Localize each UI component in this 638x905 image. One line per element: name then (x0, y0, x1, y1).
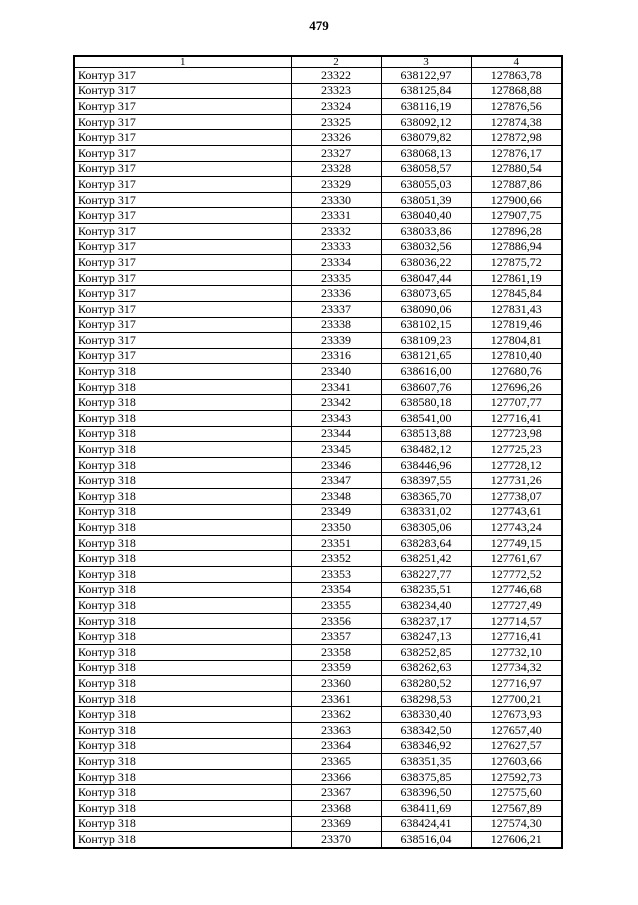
contour-name-cell: Контур 318 (74, 769, 291, 785)
point-number-cell: 23358 (291, 644, 381, 660)
x-coordinate-cell: 638109,23 (381, 333, 471, 349)
contour-name-cell: Контур 317 (74, 270, 291, 286)
point-number-cell: 23362 (291, 707, 381, 723)
contour-name-cell: Контур 317 (74, 114, 291, 130)
contour-name-cell: Контур 317 (74, 208, 291, 224)
point-number-cell: 23349 (291, 504, 381, 520)
x-coordinate-cell: 638580,18 (381, 395, 471, 411)
point-number-cell: 23366 (291, 769, 381, 785)
contour-name-cell: Контур 317 (74, 301, 291, 317)
contour-name-cell: Контур 318 (74, 442, 291, 458)
point-number-cell: 23355 (291, 598, 381, 614)
y-coordinate-cell: 127900,66 (471, 192, 562, 208)
y-coordinate-cell: 127732,10 (471, 644, 562, 660)
point-number-cell: 23369 (291, 816, 381, 832)
y-coordinate-cell: 127606,21 (471, 832, 562, 848)
table-row (74, 582, 562, 598)
x-coordinate-cell: 638032,56 (381, 239, 471, 255)
point-number-cell: 23361 (291, 691, 381, 707)
x-coordinate-cell: 638090,06 (381, 301, 471, 317)
point-number-cell: 23331 (291, 208, 381, 224)
y-coordinate-cell: 127575,60 (471, 785, 562, 801)
y-coordinate-cell: 127861,19 (471, 270, 562, 286)
y-coordinate-cell: 127819,46 (471, 317, 562, 333)
table-row (74, 832, 562, 848)
x-coordinate-cell: 638365,70 (381, 489, 471, 505)
table-row (74, 691, 562, 707)
contour-name-cell: Контур 318 (74, 364, 291, 380)
table-row (74, 489, 562, 505)
y-coordinate-cell: 127567,89 (471, 800, 562, 816)
table-row (74, 473, 562, 489)
contour-name-cell: Контур 318 (74, 754, 291, 770)
x-coordinate-cell: 638122,97 (381, 68, 471, 84)
contour-name-cell: Контур 318 (74, 800, 291, 816)
point-number-cell: 23365 (291, 754, 381, 770)
x-coordinate-cell: 638346,92 (381, 738, 471, 754)
contour-name-cell: Контур 317 (74, 192, 291, 208)
x-coordinate-cell: 638607,76 (381, 379, 471, 395)
y-coordinate-cell: 127886,94 (471, 239, 562, 255)
contour-name-cell: Контур 317 (74, 223, 291, 239)
point-number-cell: 23340 (291, 364, 381, 380)
contour-name-cell: Контур 318 (74, 457, 291, 473)
x-coordinate-cell: 638252,85 (381, 644, 471, 660)
x-coordinate-cell: 638247,13 (381, 629, 471, 645)
point-number-cell: 23339 (291, 333, 381, 349)
y-coordinate-cell: 127716,41 (471, 629, 562, 645)
table-row (74, 722, 562, 738)
table-row (74, 99, 562, 115)
point-number-cell: 23363 (291, 722, 381, 738)
point-number-cell: 23323 (291, 83, 381, 99)
point-number-cell: 23347 (291, 473, 381, 489)
x-coordinate-cell: 638424,41 (381, 816, 471, 832)
x-coordinate-cell: 638331,02 (381, 504, 471, 520)
coordinates-table (73, 55, 563, 849)
point-number-cell: 23333 (291, 239, 381, 255)
x-coordinate-cell: 638047,44 (381, 270, 471, 286)
point-number-cell: 23316 (291, 348, 381, 364)
table-row (74, 208, 562, 224)
contour-name-cell: Контур 317 (74, 130, 291, 146)
contour-name-cell: Контур 318 (74, 535, 291, 551)
y-coordinate-cell: 127876,56 (471, 99, 562, 115)
x-coordinate-cell: 638121,65 (381, 348, 471, 364)
y-coordinate-cell: 127574,30 (471, 816, 562, 832)
y-coordinate-cell: 127896,28 (471, 223, 562, 239)
x-coordinate-cell: 638040,40 (381, 208, 471, 224)
contour-name-cell: Контур 317 (74, 239, 291, 255)
contour-name-cell: Контур 318 (74, 613, 291, 629)
y-coordinate-cell: 127731,26 (471, 473, 562, 489)
contour-name-cell: Контур 318 (74, 676, 291, 692)
y-coordinate-cell: 127872,98 (471, 130, 562, 146)
header-col-2: 2 (291, 56, 381, 68)
contour-name-cell: Контур 317 (74, 177, 291, 193)
contour-name-cell: Контур 317 (74, 348, 291, 364)
y-coordinate-cell: 127804,81 (471, 333, 562, 349)
table-row (74, 754, 562, 770)
x-coordinate-cell: 638079,82 (381, 130, 471, 146)
point-number-cell: 23348 (291, 489, 381, 505)
point-number-cell: 23352 (291, 551, 381, 567)
point-number-cell: 23324 (291, 99, 381, 115)
contour-name-cell: Контур 318 (74, 738, 291, 754)
contour-name-cell: Контур 318 (74, 707, 291, 723)
x-coordinate-cell: 638125,84 (381, 83, 471, 99)
point-number-cell: 23359 (291, 660, 381, 676)
y-coordinate-cell: 127845,84 (471, 286, 562, 302)
contour-name-cell: Контур 318 (74, 785, 291, 801)
point-number-cell: 23326 (291, 130, 381, 146)
table-row (74, 192, 562, 208)
point-number-cell: 23327 (291, 145, 381, 161)
point-number-cell: 23357 (291, 629, 381, 645)
point-number-cell: 23341 (291, 379, 381, 395)
table-row (74, 395, 562, 411)
table-row (74, 800, 562, 816)
x-coordinate-cell: 638342,50 (381, 722, 471, 738)
contour-name-cell: Контур 318 (74, 504, 291, 520)
x-coordinate-cell: 638058,57 (381, 161, 471, 177)
x-coordinate-cell: 638055,03 (381, 177, 471, 193)
point-number-cell: 23345 (291, 442, 381, 458)
contour-name-cell: Контур 318 (74, 598, 291, 614)
y-coordinate-cell: 127696,26 (471, 379, 562, 395)
table-row (74, 598, 562, 614)
y-coordinate-cell: 127874,38 (471, 114, 562, 130)
x-coordinate-cell: 638262,63 (381, 660, 471, 676)
contour-name-cell: Контур 318 (74, 582, 291, 598)
table-row (74, 613, 562, 629)
table-row (74, 145, 562, 161)
contour-name-cell: Контур 318 (74, 520, 291, 536)
point-number-cell: 23354 (291, 582, 381, 598)
table-row (74, 301, 562, 317)
table-row (74, 785, 562, 801)
contour-name-cell: Контур 318 (74, 660, 291, 676)
x-coordinate-cell: 638396,50 (381, 785, 471, 801)
point-number-cell: 23351 (291, 535, 381, 551)
table-row (74, 255, 562, 271)
x-coordinate-cell: 638298,53 (381, 691, 471, 707)
x-coordinate-cell: 638446,96 (381, 457, 471, 473)
point-number-cell: 23343 (291, 411, 381, 427)
table-row (74, 177, 562, 193)
contour-name-cell: Контур 317 (74, 68, 291, 84)
contour-name-cell: Контур 318 (74, 551, 291, 567)
table-row (74, 676, 562, 692)
y-coordinate-cell: 127725,23 (471, 442, 562, 458)
contour-name-cell: Контур 318 (74, 629, 291, 645)
table-row (74, 442, 562, 458)
contour-name-cell: Контур 318 (74, 395, 291, 411)
point-number-cell: 23325 (291, 114, 381, 130)
x-coordinate-cell: 638482,12 (381, 442, 471, 458)
contour-name-cell: Контур 317 (74, 83, 291, 99)
table-row (74, 68, 562, 84)
point-number-cell: 23342 (291, 395, 381, 411)
point-number-cell: 23350 (291, 520, 381, 536)
point-number-cell: 23338 (291, 317, 381, 333)
point-number-cell: 23367 (291, 785, 381, 801)
x-coordinate-cell: 638397,55 (381, 473, 471, 489)
page-number: 479 (309, 18, 329, 33)
table-row (74, 426, 562, 442)
header-col-3: 3 (381, 56, 471, 68)
point-number-cell: 23330 (291, 192, 381, 208)
contour-name-cell: Контур 317 (74, 161, 291, 177)
contour-name-cell: Контур 317 (74, 317, 291, 333)
table-row (74, 83, 562, 99)
contour-name-cell: Контур 318 (74, 816, 291, 832)
table-row (74, 411, 562, 427)
point-number-cell: 23337 (291, 301, 381, 317)
table-row (74, 551, 562, 567)
y-coordinate-cell: 127716,97 (471, 676, 562, 692)
point-number-cell: 23335 (291, 270, 381, 286)
x-coordinate-cell: 638351,35 (381, 754, 471, 770)
x-coordinate-cell: 638283,64 (381, 535, 471, 551)
x-coordinate-cell: 638330,40 (381, 707, 471, 723)
table-row (74, 707, 562, 723)
x-coordinate-cell: 638116,19 (381, 99, 471, 115)
contour-name-cell: Контур 317 (74, 99, 291, 115)
x-coordinate-cell: 638616,00 (381, 364, 471, 380)
table-row (74, 816, 562, 832)
contour-name-cell: Контур 317 (74, 333, 291, 349)
x-coordinate-cell: 638516,04 (381, 832, 471, 848)
x-coordinate-cell: 638513,88 (381, 426, 471, 442)
table-row (74, 317, 562, 333)
contour-name-cell: Контур 318 (74, 379, 291, 395)
point-number-cell: 23360 (291, 676, 381, 692)
table-row (74, 660, 562, 676)
y-coordinate-cell: 127727,49 (471, 598, 562, 614)
contour-name-cell: Контур 318 (74, 567, 291, 583)
y-coordinate-cell: 127738,07 (471, 489, 562, 505)
x-coordinate-cell: 638227,77 (381, 567, 471, 583)
y-coordinate-cell: 127810,40 (471, 348, 562, 364)
contour-name-cell: Контур 318 (74, 473, 291, 489)
y-coordinate-cell: 127700,21 (471, 691, 562, 707)
y-coordinate-cell: 127876,17 (471, 145, 562, 161)
table-row (74, 535, 562, 551)
point-number-cell: 23370 (291, 832, 381, 848)
x-coordinate-cell: 638036,22 (381, 255, 471, 271)
contour-name-cell: Контур 317 (74, 255, 291, 271)
table-row (74, 348, 562, 364)
contour-name-cell: Контур 318 (74, 644, 291, 660)
contour-name-cell: Контур 318 (74, 411, 291, 427)
point-number-cell: 23322 (291, 68, 381, 84)
point-number-cell: 23356 (291, 613, 381, 629)
table-row (74, 379, 562, 395)
point-number-cell: 23353 (291, 567, 381, 583)
y-coordinate-cell: 127746,68 (471, 582, 562, 598)
point-number-cell: 23344 (291, 426, 381, 442)
point-number-cell: 23328 (291, 161, 381, 177)
x-coordinate-cell: 638102,15 (381, 317, 471, 333)
y-coordinate-cell: 127868,88 (471, 83, 562, 99)
y-coordinate-cell: 127772,52 (471, 567, 562, 583)
x-coordinate-cell: 638092,12 (381, 114, 471, 130)
x-coordinate-cell: 638235,51 (381, 582, 471, 598)
y-coordinate-cell: 127743,61 (471, 504, 562, 520)
y-coordinate-cell: 127880,54 (471, 161, 562, 177)
table-body (74, 68, 562, 848)
table-row (74, 769, 562, 785)
y-coordinate-cell: 127680,76 (471, 364, 562, 380)
table-row (74, 644, 562, 660)
x-coordinate-cell: 638411,69 (381, 800, 471, 816)
y-coordinate-cell: 127723,98 (471, 426, 562, 442)
header-col-1: 1 (74, 56, 291, 68)
table-row (74, 239, 562, 255)
table-row (74, 161, 562, 177)
y-coordinate-cell: 127657,40 (471, 722, 562, 738)
y-coordinate-cell: 127603,66 (471, 754, 562, 770)
y-coordinate-cell: 127761,67 (471, 551, 562, 567)
table-row (74, 130, 562, 146)
y-coordinate-cell: 127716,41 (471, 411, 562, 427)
point-number-cell: 23334 (291, 255, 381, 271)
table-row (74, 504, 562, 520)
x-coordinate-cell: 638280,52 (381, 676, 471, 692)
table-header-row (74, 56, 562, 68)
y-coordinate-cell: 127863,78 (471, 68, 562, 84)
contour-name-cell: Контур 317 (74, 145, 291, 161)
point-number-cell: 23368 (291, 800, 381, 816)
x-coordinate-cell: 638073,65 (381, 286, 471, 302)
y-coordinate-cell: 127592,73 (471, 769, 562, 785)
x-coordinate-cell: 638305,06 (381, 520, 471, 536)
table-row (74, 457, 562, 473)
x-coordinate-cell: 638033,86 (381, 223, 471, 239)
y-coordinate-cell: 127673,93 (471, 707, 562, 723)
x-coordinate-cell: 638237,17 (381, 613, 471, 629)
y-coordinate-cell: 127714,57 (471, 613, 562, 629)
table-row (74, 520, 562, 536)
x-coordinate-cell: 638251,42 (381, 551, 471, 567)
point-number-cell: 23346 (291, 457, 381, 473)
table-row (74, 223, 562, 239)
contour-name-cell: Контур 318 (74, 426, 291, 442)
y-coordinate-cell: 127734,32 (471, 660, 562, 676)
y-coordinate-cell: 127743,24 (471, 520, 562, 536)
table-row (74, 333, 562, 349)
point-number-cell: 23336 (291, 286, 381, 302)
y-coordinate-cell: 127907,75 (471, 208, 562, 224)
header-col-4: 4 (471, 56, 562, 68)
x-coordinate-cell: 638051,39 (381, 192, 471, 208)
table-row (74, 114, 562, 130)
y-coordinate-cell: 127728,12 (471, 457, 562, 473)
x-coordinate-cell: 638375,85 (381, 769, 471, 785)
table-row (74, 270, 562, 286)
table-row (74, 629, 562, 645)
y-coordinate-cell: 127887,86 (471, 177, 562, 193)
y-coordinate-cell: 127627,57 (471, 738, 562, 754)
y-coordinate-cell: 127831,43 (471, 301, 562, 317)
x-coordinate-cell: 638541,00 (381, 411, 471, 427)
contour-name-cell: Контур 318 (74, 832, 291, 848)
contour-name-cell: Контур 318 (74, 722, 291, 738)
point-number-cell: 23332 (291, 223, 381, 239)
contour-name-cell: Контур 317 (74, 286, 291, 302)
y-coordinate-cell: 127749,15 (471, 535, 562, 551)
point-number-cell: 23364 (291, 738, 381, 754)
contour-name-cell: Контур 318 (74, 691, 291, 707)
x-coordinate-cell: 638068,13 (381, 145, 471, 161)
table-row (74, 286, 562, 302)
y-coordinate-cell: 127875,72 (471, 255, 562, 271)
table-row (74, 567, 562, 583)
y-coordinate-cell: 127707,77 (471, 395, 562, 411)
point-number-cell: 23329 (291, 177, 381, 193)
table-row (74, 738, 562, 754)
x-coordinate-cell: 638234,40 (381, 598, 471, 614)
contour-name-cell: Контур 318 (74, 489, 291, 505)
table-row (74, 364, 562, 380)
